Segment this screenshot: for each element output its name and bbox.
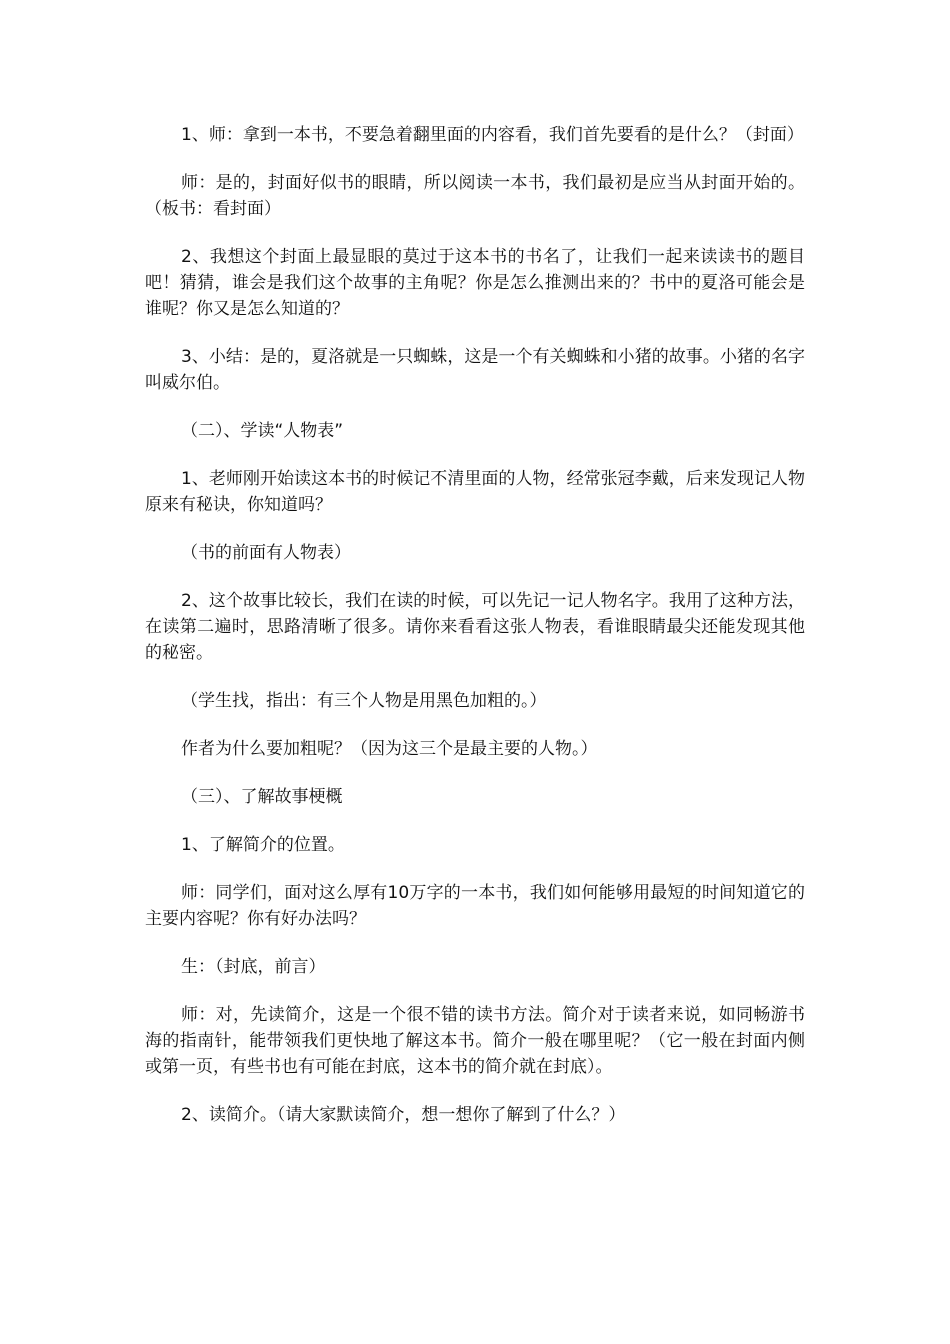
paragraph: 1、师：拿到一本书，不要急着翻里面的内容看，我们首先要看的是什么？（封面）	[181, 125, 804, 145]
section-heading: （二）、学读“人物表”	[181, 421, 344, 441]
paragraph: 1、了解简介的位置。	[181, 835, 345, 855]
paragraph: 师：是的，封面好似书的眼睛，所以阅读一本书，我们最初是应当从封面开始的。（板书：看封面）	[145, 173, 805, 219]
paragraph: 2、我想这个封面上最显眼的莫过于这本书的书名了，让我们一起来读读书的题目吧！猜猜，谁会是我们这个故事的主角呢？你是怎么推测出来的？书中的夏洛可能会是谁呢？你又是怎么知道的？	[145, 247, 805, 319]
paragraph: 生：（封底，前言）	[181, 957, 326, 977]
paragraph: 3、小结：是的，夏洛就是一只蜘蛛，这是一个有关蜘蛛和小猪的故事。小猪的名字叫威尔伯。	[145, 347, 805, 393]
paragraph: 1、老师刚开始读这本书的时候记不清里面的人物，经常张冠李戴，后来发现记人物原来有秘诀，你知道吗？	[145, 469, 805, 515]
document-body	[145, 122, 805, 1150]
paragraph: （学生找，指出：有三个人物是用黑色加粗的。）	[181, 691, 547, 711]
paragraph: 师：同学们，面对这么厚有10万字的一本书，我们如何能够用最短的时间知道它的主要内容呢？你有好办法吗？	[145, 883, 805, 929]
paragraph: 作者为什么要加粗呢？（因为这三个是最主要的人物。）	[181, 739, 598, 759]
paragraph: （书的前面有人物表）	[181, 543, 351, 563]
paragraph: 2、这个故事比较长，我们在读的时候，可以先记一记人物名字。我用了这种方法，在读第二遍时，思路清晰了很多。请你来看看这张人物表，看谁眼睛最尖还能发现其他的秘密。	[145, 591, 805, 663]
paragraph: 师：对，先读简介，这是一个很不错的读书方法。简介对于读者来说，如同畅游书海的指南针，能带领我们更快地了解这本书。简介一般在哪里呢？（它一般在封面内侧或第一页，有些书也有可能在封底，这本书的简介就在封底）。	[145, 1005, 805, 1077]
paragraph: 2、读简介。（请大家默读简介，想一想你了解到了什么？）	[181, 1105, 626, 1125]
section-heading: （三）、了解故事梗概	[181, 787, 343, 807]
